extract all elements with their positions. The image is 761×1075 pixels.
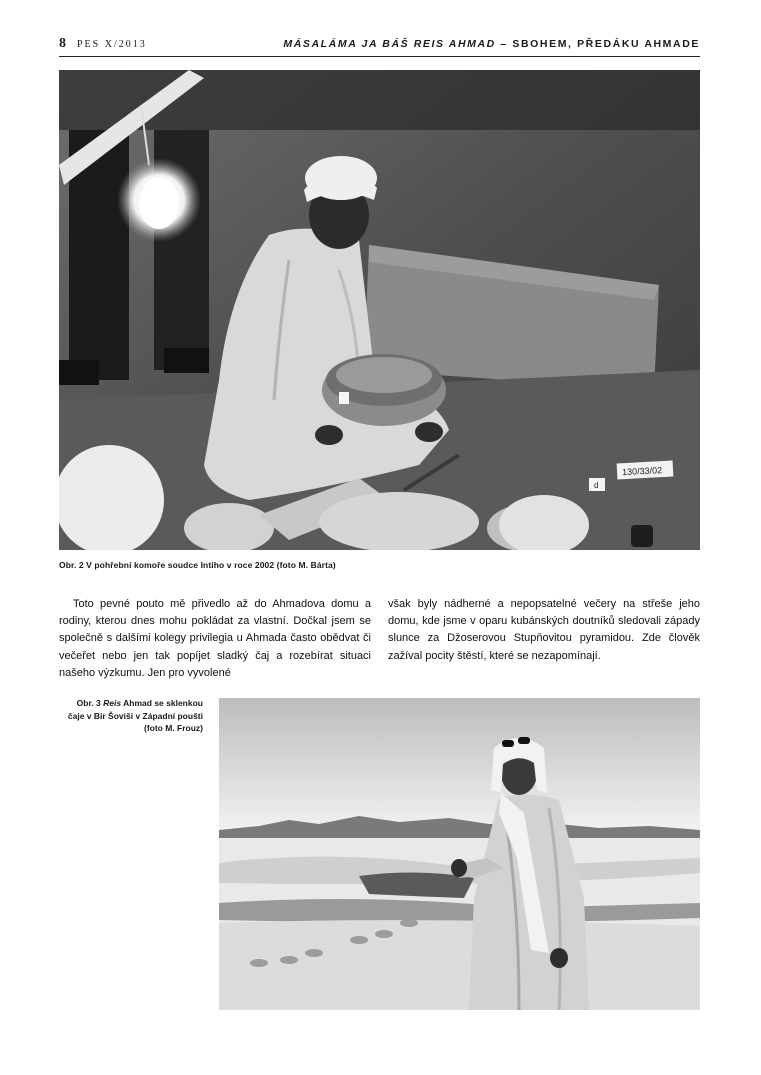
running-header xyxy=(59,36,700,54)
figure-3-caption-rest: Ahmad se sklenkou čaje v Bír Šoviši v Západní poušti (foto M. Frouz) xyxy=(67,698,203,733)
figure-3-caption xyxy=(59,697,203,735)
body-paragraph-right: však byly nádherné a nepopsatelné večery na střeše jeho domu, kde jsme v oparu kubánských doutníků sledovali západy slunce za Džoserovou Stupňovitou pyramidou. Zde člověk zažíval pocity štěstí, které se nezapomínají. xyxy=(388,598,700,662)
figure-2-photo xyxy=(59,70,700,550)
page-number: 8 xyxy=(59,36,66,51)
find-label-small: d xyxy=(594,481,599,490)
running-title-italic: MÁSALÁMA JA BÁŠ REIS AHMAD xyxy=(283,38,496,50)
journal-issue: PES X/2013 xyxy=(77,39,147,50)
header-rule xyxy=(59,56,700,57)
body-right-column xyxy=(388,596,700,665)
figure-3-illustration xyxy=(219,698,700,1010)
figure-2-illustration xyxy=(59,70,700,550)
figure-3-caption-italic: Reis xyxy=(103,698,122,708)
figure-3-caption-prefix: Obr. 3 xyxy=(76,698,104,708)
body-paragraph-left: Toto pevné pouto mě přivedlo až do Ahmadova domu a rodiny, kterou dnes mohu pokládat za vlastní. Dočkal jsem se společně s dalšími kolegy privilegia u Ahmada často obědvat či večeřet nebo jen tak popíjet sladký čaj a rozebírat situaci našeho výzkumu. Jen pro vyvolené xyxy=(59,598,371,679)
body-left-column xyxy=(59,596,371,682)
figure-2-caption: Obr. 2 V pohřební komoře soudce Intiho v roce 2002 (foto M. Bárta) xyxy=(59,560,336,570)
running-title-rest: – SBOHEM, PŘEDÁKU AHMADE xyxy=(495,38,700,50)
running-title xyxy=(283,38,700,50)
figure-3-photo xyxy=(219,698,700,1010)
find-label-tag: 130/33/02 xyxy=(621,465,663,478)
